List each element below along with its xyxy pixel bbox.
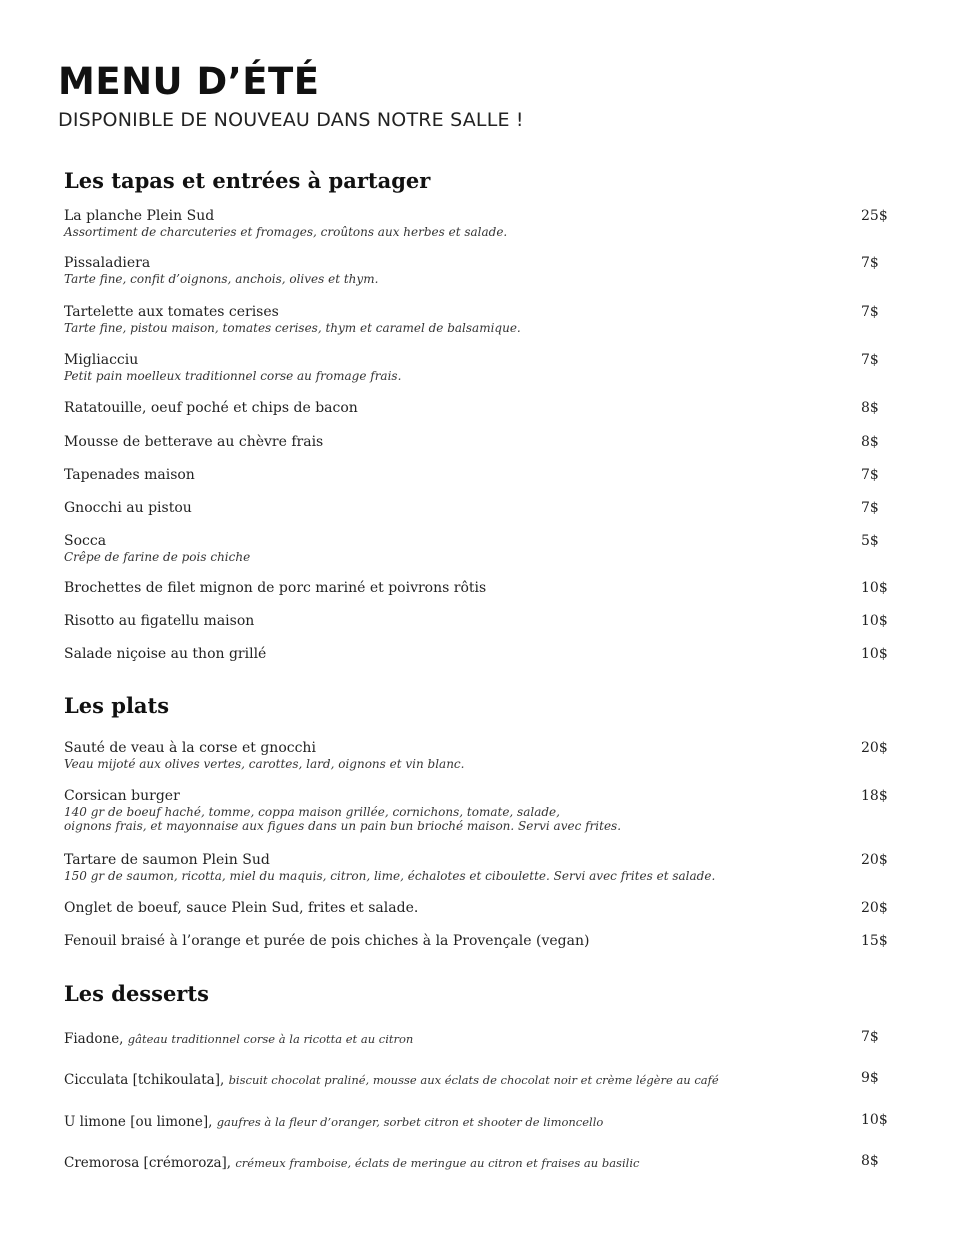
menu-item <box>64 1029 904 1048</box>
menu-item <box>64 933 904 950</box>
item-name: Socca <box>64 533 107 549</box>
item-price: 7$ <box>861 1029 879 1045</box>
item-price: 25$ <box>861 208 888 224</box>
item-price: 8$ <box>861 400 879 416</box>
item-description: Tarte fine, pistou maison, tomates cerises, thym et caramel de balsamique. <box>64 321 521 335</box>
item-price: 5$ <box>861 533 879 549</box>
item-description: 140 gr de boeuf haché, tomme, coppa maison grillée, cornichons, tomate, salade, <box>64 805 560 819</box>
item-name: Pissaladiera <box>64 255 151 271</box>
item-name: Migliacciu <box>64 352 139 368</box>
item-price: 7$ <box>861 500 879 516</box>
page-subtitle: DISPONIBLE DE NOUVEAU DANS NOTRE SALLE ! <box>58 109 524 131</box>
item-price: 20$ <box>861 900 888 916</box>
item-price: 10$ <box>861 613 888 629</box>
menu-item <box>64 900 904 917</box>
item-description: biscuit chocolat praliné, mousse aux éclats de chocolat noir et crème légère au café <box>228 1073 719 1087</box>
menu-item <box>64 434 904 451</box>
item-price: 7$ <box>861 352 879 368</box>
item-price: 8$ <box>861 1153 879 1169</box>
section-title-plats: Les plats <box>64 693 170 718</box>
item-price: 10$ <box>861 646 888 662</box>
dessert-line <box>64 1070 844 1089</box>
item-price: 20$ <box>861 852 888 868</box>
item-name: Sauté de veau à la corse et gnocchi <box>64 740 316 756</box>
item-name: Salade niçoise au thon grillé <box>64 646 267 662</box>
menu-item <box>64 255 904 286</box>
dessert-line <box>64 1153 844 1172</box>
menu-item <box>64 500 904 517</box>
item-name: Cremorosa [crémoroza], <box>64 1155 236 1171</box>
menu-item <box>64 208 904 239</box>
item-name: Tapenades maison <box>64 467 195 483</box>
item-name: Risotto au figatellu maison <box>64 613 255 629</box>
item-name: Fiadone, <box>64 1031 128 1047</box>
item-name: Brochettes de filet mignon de porc mariné et poivrons rôtis <box>64 580 487 596</box>
item-description: Veau mijoté aux olives vertes, carottes, lard, oignons et vin blanc. <box>64 757 465 771</box>
item-name: Tartare de saumon Plein Sud <box>64 852 270 868</box>
menu-item <box>64 1112 904 1131</box>
item-description-line-2: oignons frais, et mayonnaise aux figues dans un pain bun brioché maison. Servi avec frites. <box>64 819 622 833</box>
item-name: Mousse de betterave au chèvre frais <box>64 434 324 450</box>
page-title: MENU D’ÉTÉ <box>58 60 320 103</box>
item-price: 7$ <box>861 304 879 320</box>
menu-item <box>64 467 904 484</box>
menu-item <box>64 740 904 771</box>
menu-item <box>64 400 904 417</box>
item-name: Gnocchi au pistou <box>64 500 192 516</box>
item-name: Onglet de boeuf, sauce Plein Sud, frites et salade. <box>64 900 419 916</box>
item-name: Tartelette aux tomates cerises <box>64 304 279 320</box>
menu-item <box>64 580 904 597</box>
item-name: Corsican burger <box>64 788 180 804</box>
item-name: Fenouil braisé à l’orange et purée de pois chiches à la Provençale (vegan) <box>64 933 590 949</box>
item-description: Petit pain moelleux traditionnel corse au fromage frais. <box>64 369 402 383</box>
item-price: 7$ <box>861 467 879 483</box>
dessert-line <box>64 1029 844 1048</box>
dessert-line <box>64 1112 844 1131</box>
item-name: U limone [ou limone], <box>64 1114 217 1130</box>
item-description: Crêpe de farine de pois chiche <box>64 550 251 564</box>
menu-item <box>64 788 904 833</box>
section-title-desserts: Les desserts <box>64 981 209 1006</box>
item-description: gaufres à la fleur d’oranger, sorbet citron et shooter de limoncello <box>216 1115 604 1129</box>
item-price: 7$ <box>861 255 879 271</box>
item-price: 18$ <box>861 788 888 804</box>
item-description: gâteau traditionnel corse à la ricotta et au citron <box>127 1032 414 1046</box>
item-name: Ratatouille, oeuf poché et chips de bacon <box>64 400 358 416</box>
menu-item <box>64 1070 904 1089</box>
item-description: Tarte fine, confit d’oignons, anchois, olives et thym. <box>64 272 379 286</box>
item-name: Cicculata [tchikoulata], <box>64 1072 229 1088</box>
item-price: 10$ <box>861 1112 888 1128</box>
item-price: 10$ <box>861 580 888 596</box>
menu-item <box>64 646 904 663</box>
item-description: Assortiment de charcuteries et fromages, croûtons aux herbes et salade. <box>64 225 508 239</box>
item-price: 20$ <box>861 740 888 756</box>
menu-item <box>64 852 904 883</box>
item-description: crémeux framboise, éclats de meringue au citron et fraises au basilic <box>235 1156 640 1170</box>
menu-item <box>64 613 904 630</box>
menu-item <box>64 533 904 564</box>
item-name: La planche Plein Sud <box>64 208 215 224</box>
menu-item <box>64 352 904 383</box>
menu-item <box>64 304 904 335</box>
section-title-tapas: Les tapas et entrées à partager <box>64 168 431 193</box>
item-description: 150 gr de saumon, ricotta, miel du maquis, citron, lime, échalotes et ciboulette. Servi avec frites et salade. <box>64 869 716 883</box>
item-price: 8$ <box>861 434 879 450</box>
item-price: 15$ <box>861 933 888 949</box>
item-price: 9$ <box>861 1070 879 1086</box>
menu-item <box>64 1153 904 1172</box>
